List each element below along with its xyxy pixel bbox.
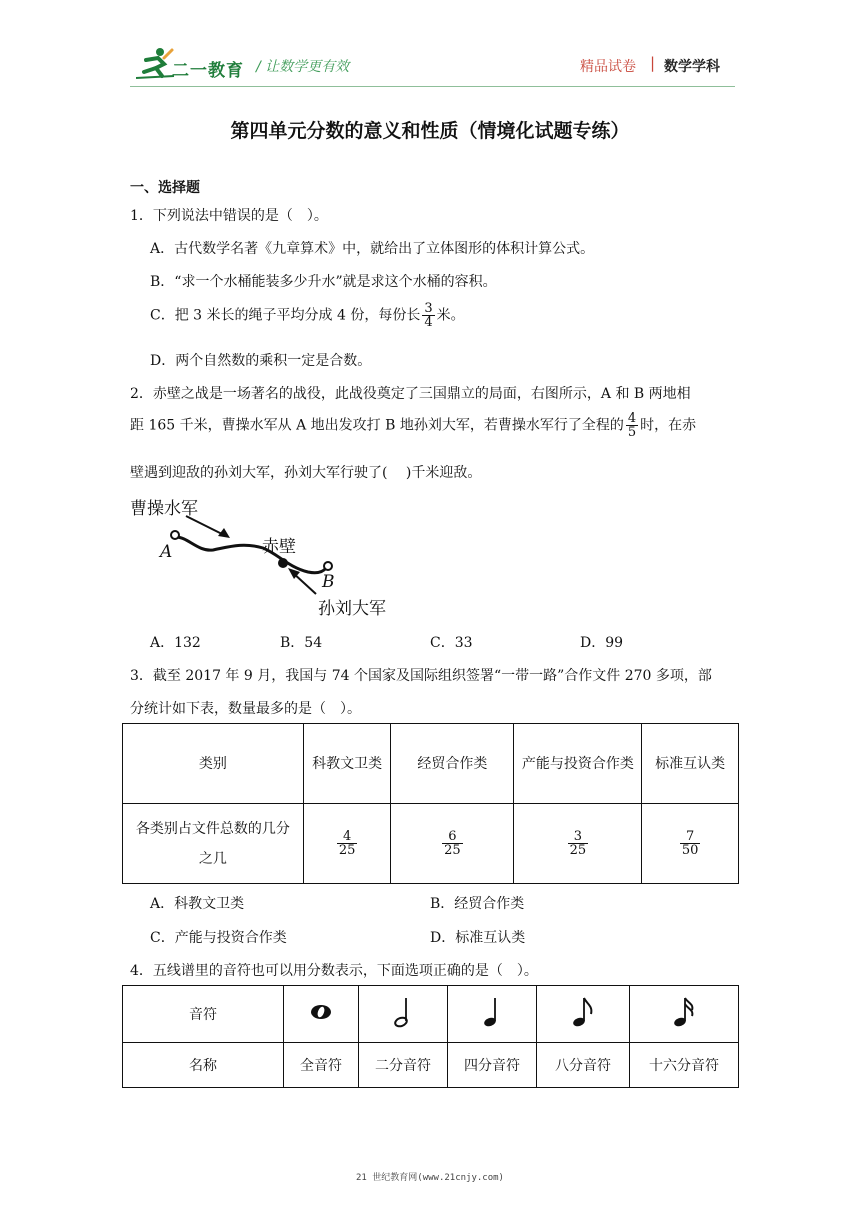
- question-2-line-2: [130, 412, 696, 439]
- table-cell: [642, 804, 739, 884]
- question-1-option-d: D．两个自然数的乘积一定是合数。: [150, 353, 372, 369]
- question-4-stem: 4．五线谱里的音符也可以用分数表示，下面选项正确的是（ ）。: [130, 963, 538, 979]
- half-note-icon: [393, 996, 413, 1028]
- table-cell: [537, 986, 630, 1043]
- option-c-text: C．把 3 米长的绳子平均分成 4 份，每份长: [150, 307, 421, 324]
- table-cell: [303, 804, 391, 884]
- label-sunliu-army: 孙刘大军: [318, 599, 386, 619]
- question-3-line-2: 分统计如下表，数量最多的是（ ）。: [130, 701, 361, 717]
- fraction-denominator: 5: [627, 425, 637, 440]
- question-2-option-a: A．132: [150, 635, 201, 651]
- route-line: [176, 537, 326, 573]
- question-2-line-3: 壁遇到迎敌的孙刘大军，孙刘大军行驶了( )千米迎敌。: [130, 465, 482, 481]
- question-2-option-b: B．54: [280, 635, 323, 651]
- fraction-numerator: 3: [568, 830, 589, 844]
- fraction: [626, 412, 638, 439]
- question-3-option-a: A．科教文卫类: [150, 896, 245, 912]
- fraction-numerator: 3: [424, 301, 433, 316]
- table-column-header: 经贸合作类: [391, 724, 514, 804]
- whole-note-icon: [310, 1004, 332, 1020]
- quarter-note-icon: [482, 996, 502, 1028]
- sixteenth-note-icon: [672, 996, 696, 1028]
- table-cell: [359, 986, 448, 1043]
- table-cell: 四分音符: [448, 1043, 537, 1088]
- header-label-subject: 数学学科: [664, 59, 720, 75]
- fraction-denominator: 25: [444, 843, 461, 858]
- fraction-numerator: 4: [337, 830, 358, 844]
- label-cao-army: 曹操水军: [130, 499, 198, 519]
- table-column-header: 产能与投资合作类: [514, 724, 642, 804]
- fraction-denominator: 25: [569, 843, 587, 858]
- question-2-option-d: D．99: [580, 635, 624, 651]
- table-cell: 十六分音符: [630, 1043, 739, 1088]
- header-label-premium: 精品试卷: [580, 59, 636, 75]
- question-3-option-b: B．经贸合作类: [430, 896, 525, 912]
- table-column-header: 科教文卫类: [303, 724, 391, 804]
- table-row-label: 各类别占文件总数的几分之几: [123, 804, 304, 884]
- table-cell: [391, 804, 514, 884]
- table-row-label: 音符: [123, 986, 284, 1043]
- question-4-table: [122, 985, 739, 1088]
- header-divider: [130, 86, 735, 87]
- page-footer: 21 世纪教育网(www.21cnjy.com): [356, 1173, 504, 1183]
- question-3-table: [122, 723, 739, 884]
- table-cell: 八分音符: [537, 1043, 630, 1088]
- table-header-label: 类别: [123, 724, 304, 804]
- question-3-line-1: 3．截至 2017 年 9 月，我国与 74 个国家及国际组织签署“一带一路”合作文件 270 多项，部: [130, 668, 712, 684]
- label-point-b: B: [322, 572, 335, 592]
- chibi-marker: [278, 558, 288, 568]
- table-cell: [448, 986, 537, 1043]
- option-c-suffix: 米。: [436, 307, 465, 324]
- fraction: [422, 302, 434, 329]
- header-separator: |: [650, 54, 656, 72]
- chibi-map-figure: [128, 492, 418, 622]
- label-point-a: A: [160, 542, 173, 562]
- section-heading: 一、选择题: [130, 180, 200, 196]
- page-title: 第四单元分数的意义和性质（情境化试题专练）: [230, 120, 630, 142]
- question-3-option-d: D．标准互认类: [430, 930, 526, 946]
- eighth-note-icon: [571, 996, 595, 1028]
- table-cell: [630, 986, 739, 1043]
- question-2-option-c: C．33: [430, 635, 473, 651]
- question-1-option-b: B．“求一个水桶能装多少升水”就是求这个水桶的容积。: [150, 274, 497, 290]
- fraction-denominator: 25: [338, 843, 356, 858]
- table-cell: [514, 804, 642, 884]
- arrow-cao-icon: [186, 516, 226, 536]
- question-2-suffix: 时，在赤: [640, 417, 697, 434]
- label-chibi: 赤壁: [262, 537, 296, 557]
- table-cell: [284, 986, 359, 1043]
- fraction-numerator: 6: [442, 830, 463, 844]
- question-2-text: 距 165 千米，曹操水军从 A 地出发攻打 B 地孙刘大军，若曹操水军行了全程的: [130, 417, 624, 434]
- question-3-option-c: C．产能与投资合作类: [150, 930, 287, 946]
- point-b-marker: [324, 562, 332, 570]
- fraction: [568, 830, 589, 857]
- table-column-header: 标准互认类: [642, 724, 739, 804]
- question-2-line-1: 2．赤壁之战是一场著名的战役，此战役奠定了三国鼎立的局面，右图所示，A 和 B 两地相: [130, 386, 691, 402]
- slogan: / 让数学更有效: [256, 59, 350, 75]
- table-cell: 全音符: [284, 1043, 359, 1088]
- fraction: [337, 830, 358, 857]
- question-1-stem: 1．下列说法中错误的是（ ）。: [130, 208, 328, 224]
- question-1-option-c: [150, 302, 465, 329]
- table-cell: 二分音符: [359, 1043, 448, 1088]
- table-row-label: 名称: [123, 1043, 284, 1088]
- runner-logo-icon: [136, 46, 176, 80]
- fraction: [680, 830, 701, 857]
- fraction: [442, 830, 463, 857]
- fraction-numerator: 7: [680, 830, 701, 844]
- fraction-denominator: 4: [424, 315, 433, 330]
- logo-text: 二一教育: [172, 61, 244, 81]
- fraction-numerator: 4: [627, 411, 637, 426]
- fraction-denominator: 50: [681, 843, 699, 858]
- question-1-option-a: A．古代数学名著《九章算术》中，就给出了立体图形的体积计算公式。: [150, 241, 595, 257]
- point-a-marker: [171, 531, 179, 539]
